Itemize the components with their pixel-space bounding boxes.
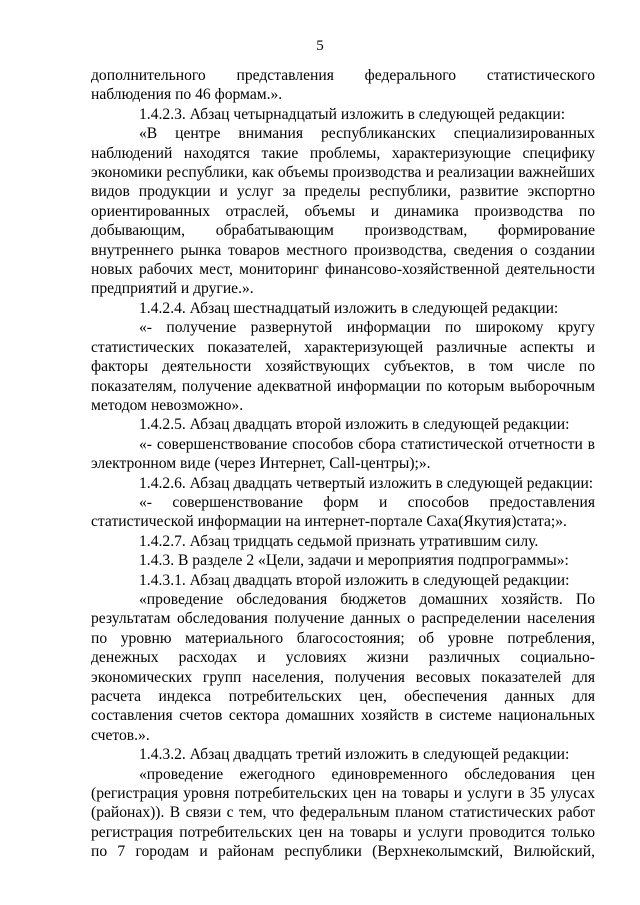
paragraph: «- получение развернутой информации по широкому кругу статистических показателей, характеризующей различные аспекты и факторы деятельности хозяйствующих субъектов, в том числе по показателям, получение адекватной информации по которым выборочным методом невозможно». xyxy=(91,319,595,414)
paragraph: «- совершенствование форм и способов предоставления статистической информации на интернет-портале Саха(Якутия)стата;». xyxy=(91,493,595,531)
paragraph: 1.4.3.2. Абзац двадцать третий изложить в следующей редакции: xyxy=(139,746,570,764)
paragraph: 1.4.2.5. Абзац двадцать второй изложить в следующей редакции: xyxy=(139,416,570,434)
page-number: 5 xyxy=(316,38,324,54)
document-body xyxy=(91,66,595,862)
paragraph: 1.4.2.6. Абзац двадцать четвертый изложить в следующей редакции: xyxy=(139,474,594,492)
paragraph: 1.4.3. В разделе 2 «Цели, задачи и мероприятия подпрограммы»: xyxy=(139,552,569,570)
paragraph: «В центре внимания республиканских специализированных наблюдений находятся такие проблемы, характеризующие специфику экономики республики, как объемы производства и реализации важнейших видов продукции и услуг за пределы республики, развитие экспортно ориентированных отраслей, объемы и динамика производства по добывающим, обрабатывающим производствам, формирование внутреннего рынка товаров местного производства, сведения о создании новых рабочих мест, мониторинг финансово-хозяйственной деятельности предприятий и другие.». xyxy=(91,125,595,298)
paragraph: дополнительного представления федерального статистического наблюдения по 46 формам.». xyxy=(91,67,595,104)
paragraph: 1.4.2.4. Абзац шестнадцатый изложить в следующей редакции: xyxy=(139,299,559,317)
paragraph: 1.4.2.3. Абзац четырнадцатый изложить в следующей редакции: xyxy=(139,105,566,123)
paragraph: «проведение ежегодного единовременного обследования цен (регистрация уровня потребительских цен на товары и услуги в 35 улусах (районах)). В связи с тем, что федеральным планом статистических работ регистрация потребительских цен на товары и услуги проводится только по 7 городам и районам республики (Верхнеколымский, Вилюйский, xyxy=(91,765,595,861)
paragraph: 1.4.3.1. Абзац двадцать второй изложить в следующей редакции: xyxy=(139,571,570,589)
paragraph: «проведение обследования бюджетов домашних хозяйств. По результатам обследования получение данных о распределении населения по уровню материального благосостояния; об уровне потребления, денежных расходах и условиях жизни различных социально-экономических групп населения, получения весовых показателей для расчета индекса потребительских цен, обеспечения данных для составления счетов сектора домашних хозяйств в системе национальных счетов.». xyxy=(91,590,595,744)
paragraph: «- совершенствование способов сбора статистической отчетности в электронном виде (через Интернет, Call-центры);». xyxy=(91,435,595,473)
paragraph: 1.4.2.7. Абзац тридцать седьмой признать утратившим силу. xyxy=(139,532,539,550)
